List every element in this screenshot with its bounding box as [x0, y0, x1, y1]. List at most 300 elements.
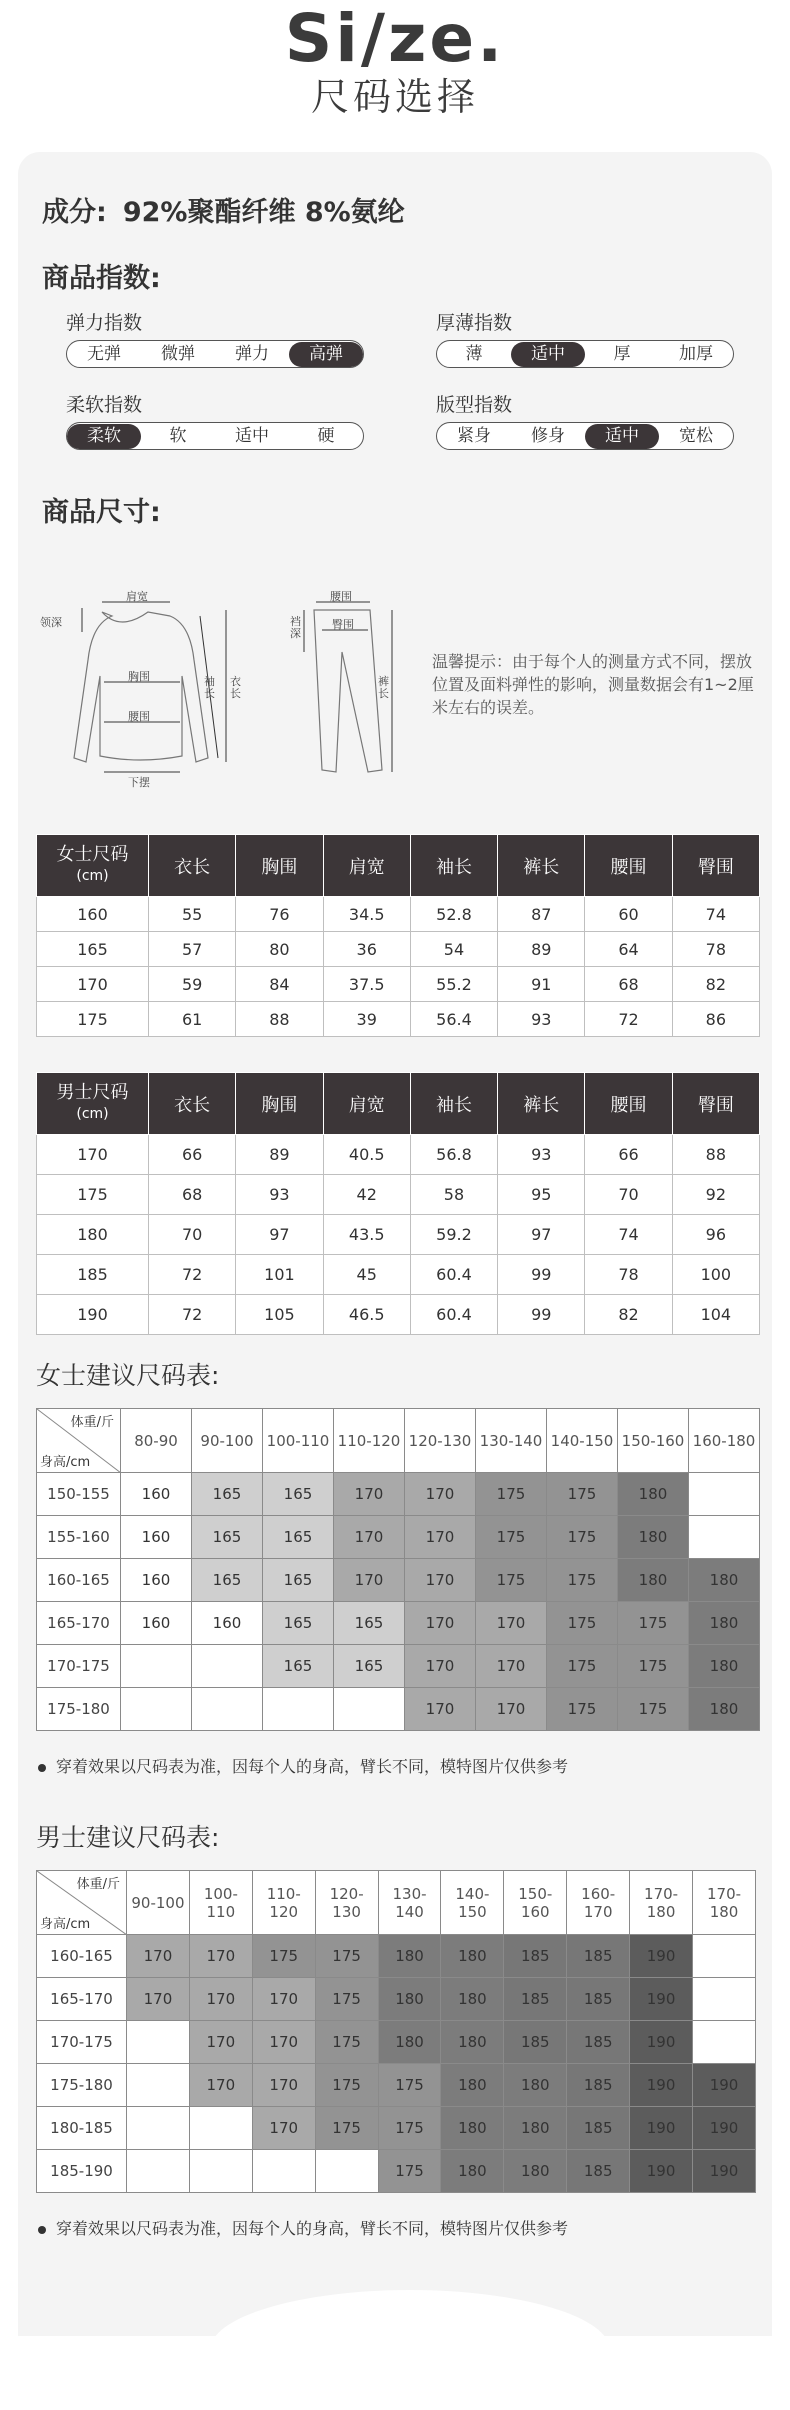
chest-label: 胸围: [128, 670, 150, 683]
pants-length-label: 裤长: [378, 675, 389, 700]
rec-size-cell: 170: [189, 2064, 252, 2107]
table-cell: 59: [149, 967, 236, 1002]
rec-size-cell: 190: [693, 2107, 756, 2150]
weight-header: 150-160: [618, 1409, 689, 1473]
table-header-cell: 臀围: [672, 835, 759, 897]
rec-size-cell: 175: [618, 1645, 689, 1688]
table-row: [37, 1295, 760, 1335]
table-row: [37, 1255, 760, 1295]
softness-option: 硬: [317, 425, 335, 446]
height-header: 165-170: [37, 1602, 121, 1645]
rec-size-cell: 170: [334, 1473, 405, 1516]
rec-size-cell: 170: [189, 1935, 252, 1978]
rec-size-cell: [127, 2064, 190, 2107]
rec-row: [37, 1688, 760, 1731]
table-cell: 42: [323, 1175, 410, 1215]
rec-size-cell: 170: [476, 1645, 547, 1688]
note-text: 穿着效果以尺码表为准，因每个人的身高，臂长不同，模特图片仅供参考: [56, 2219, 569, 2238]
rec-size-cell: [127, 2021, 190, 2064]
decorative-arc: [210, 2290, 610, 2410]
rec-size-cell: [315, 2150, 378, 2193]
table-cell: 74: [585, 1215, 672, 1255]
rec-size-cell: 180: [378, 1935, 441, 1978]
table-header-cell: 裤长: [498, 1073, 585, 1135]
elasticity-option: 无弹: [87, 343, 121, 364]
elasticity-option-selected: 高弹: [289, 342, 363, 367]
rec-size-cell: 180: [504, 2064, 567, 2107]
fit-index: [436, 422, 734, 450]
rec-size-cell: 165: [192, 1473, 263, 1516]
rec-size-cell: 175: [315, 2064, 378, 2107]
rec-size-cell: 180: [618, 1559, 689, 1602]
table-cell: 68: [149, 1175, 236, 1215]
rec-size-cell: 185: [504, 1935, 567, 1978]
rec-size-cell: 185: [504, 1978, 567, 2021]
table-cell: 56.4: [410, 1002, 497, 1037]
rec-size-cell: 165: [263, 1516, 334, 1559]
rec-size-cell: 175: [315, 1978, 378, 2021]
rec-size-cell: 170: [252, 2021, 315, 2064]
table-cell: 78: [585, 1255, 672, 1295]
table-cell: 34.5: [323, 897, 410, 932]
table-cell: 93: [498, 1135, 585, 1175]
rec-size-cell: 170: [405, 1602, 476, 1645]
weight-header: 160-180: [689, 1409, 760, 1473]
size-cell: 185: [37, 1255, 149, 1295]
rec-size-cell: 185: [567, 2064, 630, 2107]
rec-size-cell: [189, 2150, 252, 2193]
size-cell: 175: [37, 1175, 149, 1215]
rec-size-cell: 160: [121, 1473, 192, 1516]
rec-size-cell: 170: [334, 1516, 405, 1559]
corner-height-label: 身高/cm: [40, 1917, 91, 1932]
rec-size-cell: 190: [630, 2021, 693, 2064]
rec-size-cell: 175: [618, 1602, 689, 1645]
rec-size-cell: [263, 1688, 334, 1731]
height-header: 170-175: [37, 2021, 127, 2064]
rec-size-cell: 175: [315, 2107, 378, 2150]
table-header-cell: 肩宽: [323, 835, 410, 897]
table-cell: 86: [672, 1002, 759, 1037]
height-header: 175-180: [37, 2064, 127, 2107]
rec-size-cell: 165: [192, 1559, 263, 1602]
table-header-cell: 男士尺码 (cm): [37, 1073, 149, 1135]
weight-header: 170-180: [693, 1871, 756, 1935]
table-cell: 101: [236, 1255, 323, 1295]
height-header: 160-165: [37, 1935, 127, 1978]
rec-size-cell: 185: [567, 1978, 630, 2021]
rec-size-cell: 180: [378, 1978, 441, 2021]
rec-row: [37, 1516, 760, 1559]
table-cell: 76: [236, 897, 323, 932]
men-rec-title: 男士建议尺码表:: [36, 1823, 220, 1852]
table-row: [37, 932, 760, 967]
hip-label: 臀围: [332, 618, 354, 631]
rec-size-cell: 175: [476, 1516, 547, 1559]
elasticity-option: 微弹: [161, 343, 195, 364]
sleeve-label: 袖长: [204, 675, 215, 700]
rec-size-cell: [693, 1935, 756, 1978]
rec-size-cell: 170: [252, 2107, 315, 2150]
weight-header: 130-140: [476, 1409, 547, 1473]
height-header: 150-155: [37, 1473, 121, 1516]
table-cell: 99: [498, 1295, 585, 1335]
table-cell: 88: [236, 1002, 323, 1037]
rise-label: 裆深: [290, 615, 301, 640]
softness-label: 柔软指数: [66, 394, 143, 416]
product-size-title: 商品尺寸:: [42, 497, 161, 528]
table-cell: 70: [585, 1175, 672, 1215]
thickness-label: 厚薄指数: [436, 312, 513, 334]
table-cell: 82: [672, 967, 759, 1002]
size-cell: 190: [37, 1295, 149, 1335]
rec-size-cell: 180: [441, 2107, 504, 2150]
table-row: [37, 967, 760, 1002]
rec-size-cell: 170: [405, 1473, 476, 1516]
garment-outline-icon: [40, 580, 400, 790]
weight-header: 100-110: [189, 1871, 252, 1935]
rec-row: [37, 1559, 760, 1602]
rec-size-cell: 165: [263, 1473, 334, 1516]
rec-size-cell: 175: [476, 1559, 547, 1602]
material-label: 成分:: [42, 197, 107, 228]
size-cell: 170: [37, 1135, 149, 1175]
weight-header: 100-110: [263, 1409, 334, 1473]
rec-size-cell: 165: [192, 1516, 263, 1559]
fit-option: 修身: [531, 425, 565, 446]
table-cell: 97: [498, 1215, 585, 1255]
rec-size-cell: 180: [378, 2021, 441, 2064]
height-header: 155-160: [37, 1516, 121, 1559]
rec-size-cell: 180: [441, 1978, 504, 2021]
rec-size-cell: 170: [127, 1978, 190, 2021]
weight-header: 170-180: [630, 1871, 693, 1935]
table-cell: 46.5: [323, 1295, 410, 1335]
table-header-cell: 女士尺码 (cm): [37, 835, 149, 897]
rec-size-cell: 175: [547, 1559, 618, 1602]
fit-label: 版型指数: [436, 394, 513, 416]
rec-size-cell: 180: [441, 2150, 504, 2193]
table-cell: 39: [323, 1002, 410, 1037]
rec-size-cell: 170: [252, 2064, 315, 2107]
women-size-body: [37, 897, 760, 1037]
shoulder-label: 肩宽: [126, 590, 148, 603]
bullet-icon: [38, 1764, 46, 1772]
table-header-row: [37, 1073, 760, 1135]
pants-waist-label: 腰围: [330, 590, 352, 603]
rec-row: [37, 2021, 756, 2064]
men-size-table: [36, 1072, 760, 1335]
rec-size-cell: 175: [252, 1935, 315, 1978]
height-header: 185-190: [37, 2150, 127, 2193]
height-header: 170-175: [37, 1645, 121, 1688]
table-cell: 96: [672, 1215, 759, 1255]
table-cell: 37.5: [323, 967, 410, 1002]
rec-size-cell: [127, 2150, 190, 2193]
rec-size-cell: 180: [441, 1935, 504, 1978]
rec-size-cell: 170: [252, 1978, 315, 2021]
table-row: [37, 1175, 760, 1215]
rec-size-cell: 175: [315, 1935, 378, 1978]
rec-size-cell: 185: [567, 1935, 630, 1978]
rec-row: [37, 1473, 760, 1516]
table-cell: 89: [498, 932, 585, 967]
size-cell: 160: [37, 897, 149, 932]
rec-row: [37, 1978, 756, 2021]
rec-size-cell: 160: [121, 1559, 192, 1602]
length-label: 衣长: [230, 675, 241, 700]
table-header-cell: 袖长: [410, 835, 497, 897]
weight-header: 120-130: [315, 1871, 378, 1935]
rec-size-cell: 180: [689, 1688, 760, 1731]
table-cell: 100: [672, 1255, 759, 1295]
rec-size-cell: 180: [504, 2107, 567, 2150]
corner-cell: [37, 1871, 127, 1935]
table-header-cell: 腰围: [585, 835, 672, 897]
note-text: 穿着效果以尺码表为准，因每个人的身高，臂长不同，模特图片仅供参考: [56, 1757, 569, 1776]
thickness-option-selected: 适中: [511, 342, 585, 367]
rec-size-cell: [252, 2150, 315, 2193]
height-header: 160-165: [37, 1559, 121, 1602]
weight-header: 150-160: [504, 1871, 567, 1935]
rec-size-cell: 175: [547, 1645, 618, 1688]
rec-size-cell: 180: [689, 1602, 760, 1645]
rec-size-cell: [693, 1978, 756, 2021]
corner-weight-label: 体重/斤: [76, 1877, 120, 1892]
table-header-cell: 胸围: [236, 1073, 323, 1135]
weight-header: 140-150: [547, 1409, 618, 1473]
table-row: [37, 1135, 760, 1175]
table-row: [37, 1002, 760, 1037]
table-cell: 68: [585, 967, 672, 1002]
height-header: 165-170: [37, 1978, 127, 2021]
rec-size-cell: [192, 1688, 263, 1731]
rec-size-cell: 180: [441, 2021, 504, 2064]
table-cell: 55.2: [410, 967, 497, 1002]
bullet-icon: [38, 2226, 46, 2234]
rec-size-cell: 170: [405, 1688, 476, 1731]
rec-row: [37, 2107, 756, 2150]
rec-size-cell: 185: [567, 2150, 630, 2193]
table-cell: 61: [149, 1002, 236, 1037]
table-cell: 52.8: [410, 897, 497, 932]
size-cell: 165: [37, 932, 149, 967]
rec-size-cell: 175: [378, 2107, 441, 2150]
table-cell: 60.4: [410, 1295, 497, 1335]
rec-size-cell: 175: [618, 1688, 689, 1731]
header: [0, 0, 790, 140]
table-cell: 60.4: [410, 1255, 497, 1295]
table-cell: 43.5: [323, 1215, 410, 1255]
rec-size-cell: 170: [189, 1978, 252, 2021]
rec-row: [37, 1935, 756, 1978]
table-cell: 91: [498, 967, 585, 1002]
rec-size-cell: 165: [263, 1559, 334, 1602]
table-header-cell: 袖长: [410, 1073, 497, 1135]
weight-header: 140-150: [441, 1871, 504, 1935]
weight-header: 90-100: [192, 1409, 263, 1473]
table-cell: 93: [498, 1002, 585, 1037]
table-cell: 87: [498, 897, 585, 932]
rec-size-cell: 175: [378, 2150, 441, 2193]
table-cell: 56.8: [410, 1135, 497, 1175]
rec-header-row: [37, 1871, 756, 1935]
rec-size-cell: 190: [693, 2064, 756, 2107]
table-cell: 104: [672, 1295, 759, 1335]
table-cell: 95: [498, 1175, 585, 1215]
elasticity-option: 弹力: [235, 343, 269, 364]
rec-size-cell: 180: [618, 1516, 689, 1559]
elasticity-label: 弹力指数: [66, 312, 143, 334]
table-cell: 84: [236, 967, 323, 1002]
thickness-index: [436, 340, 734, 368]
rec-size-cell: 170: [476, 1688, 547, 1731]
table-header-cell: 衣长: [149, 1073, 236, 1135]
thickness-option: 厚: [613, 343, 631, 364]
height-header: 175-180: [37, 1688, 121, 1731]
table-cell: 99: [498, 1255, 585, 1295]
softness-option-selected: 柔软: [67, 424, 141, 449]
table-row: [37, 897, 760, 932]
rec-size-cell: [192, 1645, 263, 1688]
neck-depth-label: 领深: [40, 616, 62, 629]
rec-size-cell: 175: [547, 1688, 618, 1731]
table-cell: 55: [149, 897, 236, 932]
table-cell: 89: [236, 1135, 323, 1175]
weight-header: 80-90: [121, 1409, 192, 1473]
table-cell: 57: [149, 932, 236, 967]
weight-header: 110-120: [334, 1409, 405, 1473]
table-header-cell: 臀围: [672, 1073, 759, 1135]
size-cell: 180: [37, 1215, 149, 1255]
table-cell: 59.2: [410, 1215, 497, 1255]
table-header-row: [37, 835, 760, 897]
rec-size-cell: 170: [127, 1935, 190, 1978]
product-index-title: 商品指数:: [42, 263, 161, 294]
table-cell: 36: [323, 932, 410, 967]
women-size-table: [36, 834, 760, 1037]
rec-size-cell: 175: [547, 1516, 618, 1559]
rec-size-cell: 185: [567, 2021, 630, 2064]
table-cell: 70: [149, 1215, 236, 1255]
softness-option: 适中: [235, 425, 269, 446]
table-cell: 72: [149, 1255, 236, 1295]
table-cell: 92: [672, 1175, 759, 1215]
women-rec-note: [38, 1754, 568, 1777]
rec-size-cell: 170: [405, 1645, 476, 1688]
rec-size-cell: 190: [630, 1978, 693, 2021]
size-cell: 170: [37, 967, 149, 1002]
weight-header: 120-130: [405, 1409, 476, 1473]
thickness-option: 加厚: [679, 343, 713, 364]
rec-size-cell: 180: [504, 2150, 567, 2193]
table-cell: 45: [323, 1255, 410, 1295]
rec-size-cell: 170: [476, 1602, 547, 1645]
table-header-cell: 胸围: [236, 835, 323, 897]
rec-size-cell: [689, 1516, 760, 1559]
softness-option: 软: [169, 425, 187, 446]
softness-index: [66, 422, 364, 450]
table-cell: 72: [585, 1002, 672, 1037]
height-header: 180-185: [37, 2107, 127, 2150]
rec-size-cell: [689, 1473, 760, 1516]
corner-weight-label: 体重/斤: [70, 1415, 114, 1430]
rec-size-cell: 190: [630, 2107, 693, 2150]
rec-header-row: [37, 1409, 760, 1473]
weight-header: 90-100: [127, 1871, 190, 1935]
rec-size-cell: [121, 1688, 192, 1731]
rec-size-cell: [334, 1688, 405, 1731]
page-subtitle: 尺码选择: [310, 75, 479, 119]
table-cell: 82: [585, 1295, 672, 1335]
rec-size-cell: 165: [263, 1602, 334, 1645]
weight-header: 130-140: [378, 1871, 441, 1935]
rec-size-cell: 165: [334, 1602, 405, 1645]
rec-size-cell: 185: [567, 2107, 630, 2150]
table-cell: 64: [585, 932, 672, 967]
rec-size-cell: 175: [547, 1602, 618, 1645]
weight-header: 110-120: [252, 1871, 315, 1935]
rec-size-cell: 170: [405, 1516, 476, 1559]
elasticity-index: [66, 340, 364, 368]
size-cell: 175: [37, 1002, 149, 1037]
rec-size-cell: 170: [189, 2021, 252, 2064]
table-header-cell: 衣长: [149, 835, 236, 897]
rec-size-cell: 175: [378, 2064, 441, 2107]
rec-size-cell: [693, 2021, 756, 2064]
table-cell: 54: [410, 932, 497, 967]
rec-size-cell: [121, 1645, 192, 1688]
table-cell: 93: [236, 1175, 323, 1215]
measurement-tip: 温馨提示：由于每个人的测量方式不同，摆放位置及面料弹性的影响，测量数据会有1~2厘米左右的误差。: [432, 652, 754, 717]
rec-size-cell: 170: [405, 1559, 476, 1602]
material-value: 92%聚酯纤维 8%氨纶: [122, 197, 405, 228]
rec-row: [37, 1602, 760, 1645]
rec-size-cell: 180: [689, 1645, 760, 1688]
rec-size-cell: 180: [441, 2064, 504, 2107]
rec-size-cell: 175: [315, 2021, 378, 2064]
rec-size-cell: 190: [693, 2150, 756, 2193]
hem-label: 下摆: [128, 776, 150, 789]
thickness-option: 薄: [465, 343, 483, 364]
rec-size-cell: 190: [630, 1935, 693, 1978]
rec-size-cell: 190: [630, 2150, 693, 2193]
rec-size-cell: 175: [547, 1473, 618, 1516]
rec-row: [37, 2150, 756, 2193]
rec-size-cell: 160: [192, 1602, 263, 1645]
rec-size-cell: 190: [630, 2064, 693, 2107]
rec-size-cell: [127, 2107, 190, 2150]
corner-cell: [37, 1409, 121, 1473]
table-cell: 40.5: [323, 1135, 410, 1175]
table-cell: 74: [672, 897, 759, 932]
brand-logo: Si/ze.: [284, 0, 506, 77]
table-cell: 97: [236, 1215, 323, 1255]
table-cell: 80: [236, 932, 323, 967]
rec-row: [37, 1645, 760, 1688]
men-rec-note: [38, 2216, 568, 2239]
fit-option: 宽松: [679, 425, 713, 446]
table-row: [37, 1215, 760, 1255]
weight-header: 160-170: [567, 1871, 630, 1935]
rec-size-cell: 180: [618, 1473, 689, 1516]
women-rec-table: [36, 1408, 760, 1731]
rec-row: [37, 2064, 756, 2107]
rec-size-cell: [189, 2107, 252, 2150]
women-rec-title: 女士建议尺码表:: [36, 1361, 220, 1390]
table-header-cell: 裤长: [498, 835, 585, 897]
table-cell: 66: [585, 1135, 672, 1175]
